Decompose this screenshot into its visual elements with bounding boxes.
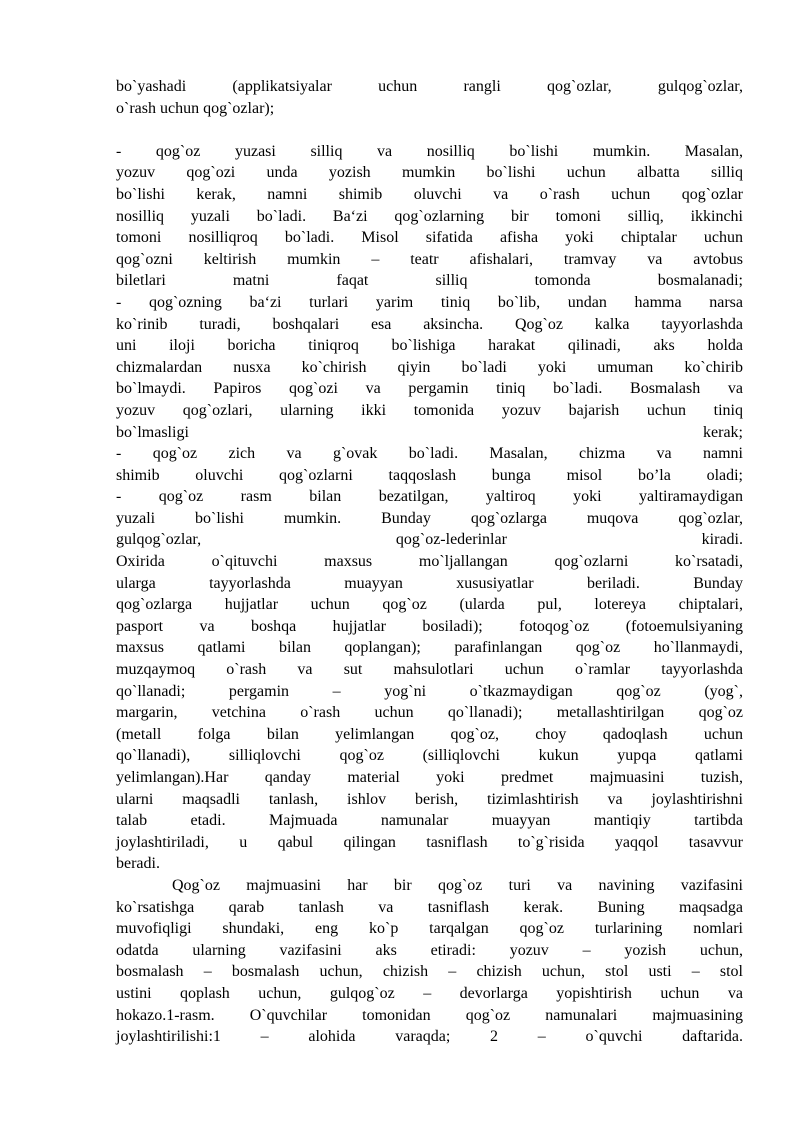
text-line: - qog`ozning ba‘zi turlari yarim tiniq bo`lib, undan hamma narsa	[116, 293, 743, 311]
paragraph-gap	[116, 119, 743, 141]
text-line: chizmalardan nusxa ko`chirish qiyin bo`ladi yoki umuman ko`chirib	[116, 358, 743, 376]
text-line: bo`lmasligi kerak;	[116, 423, 743, 441]
text-line: yuzali bo`lishi mumkin. Bunday qog`ozlarga muqova qog`ozlar,	[116, 509, 743, 527]
text-line: Oxirida o`qituvchi maxsus mo`ljallangan qog`ozlarni ko`rsatadi,	[116, 553, 743, 571]
text-line: Qog`oz majmuasini har bir qog`oz turi va navining vazifasini	[172, 876, 743, 894]
text-line: biletlari matni faqat silliq tomonda bosmalanadi;	[116, 272, 743, 290]
text-line: qog`ozni keltirish mumkin – teatr afishalari, tramvay va avtobus	[116, 250, 743, 268]
text-line: odatda ularning vazifasini aks etiradi: yozuv – yozish uchun,	[116, 941, 743, 959]
document-page	[116, 76, 743, 1048]
text-line: margarin, vetchina o`rash uchun qo`llanadi); metallashtirilgan qog`oz	[116, 704, 743, 722]
paragraph	[116, 76, 743, 119]
text-line: yelimlangan).Har qanday material yoki predmet majmuasini tuzish,	[116, 769, 743, 786]
text-line: qog`ozlarga hujjatlar uchun qog`oz (ularda pul, lotereya chiptalari,	[116, 596, 743, 614]
text-line: qo`llanadi; pergamin – yog`ni o`tkazmaydigan qog`oz (yog`,	[116, 682, 743, 700]
text-line: bo`lmaydi. Papiros qog`ozi va pergamin tiniq bo`ladi. Bosmalash va	[116, 380, 743, 398]
text-line: ularni maqsadli tanlash, ishlov berish, tizimlashtirish va joylashtirishni	[116, 790, 743, 808]
text-line: muzqaymoq o`rash va sut mahsulotlari uchun o`ramlar tayyorlashda	[116, 661, 743, 679]
text-line: joylashtiriladi, u qabul qilingan tasniflash to`g`risida yaqqol tasavvur	[116, 833, 743, 851]
text-line: beradi.	[116, 855, 160, 873]
text-line: ko`rinib turadi, boshqalari esa aksincha. Qog`oz kalka tayyorlashda	[116, 315, 743, 333]
text-line: ko`rsatishga qarab tanlash va tasniflash kerak. Buning maqsadga	[116, 898, 743, 916]
text-line: uni iloji boricha tiniqroq bo`lishiga harakat qilinadi, aks holda	[116, 337, 743, 355]
text-line: bo`yashadi (applikatsiyalar uchun rangli qog`ozlar, gulqog`ozlar,	[116, 78, 743, 95]
text-line: ularga tayyorlashda muayyan xususiyatlar beriladi. Bunday	[116, 574, 743, 592]
text-line: muvofiqligi shundaki, eng ko`p tarqalgan qog`oz turlarining nomlari	[116, 920, 743, 938]
text-line: bosmalash – bosmalash uchun, chizish – chizish uchun, stol usti – stol	[116, 963, 743, 981]
text-line: bo`lishi kerak, namni shimib oluvchi va o`rash uchun qog`ozlar	[116, 185, 743, 203]
text-line: pasport va boshqa hujjatlar bosiladi); fotoqog`oz (fotoemulsiyaning	[116, 617, 743, 635]
paragraph	[116, 875, 743, 1048]
text-line: yozuv qog`ozi unda yozish mumkin bo`lishi uchun albatta silliq	[116, 164, 743, 182]
text-line: - qog`oz zich va g`ovak bo`ladi. Masalan, chizma va namni	[116, 445, 743, 463]
paragraph	[116, 141, 743, 875]
text-line: maxsus qatlami bilan qoplangan); parafinlangan qog`oz ho`llanmaydi,	[116, 639, 743, 657]
text-line: yozuv qog`ozlari, ularning ikki tomonida yozuv bajarish uchun tiniq	[116, 401, 743, 419]
text-line: ustini qoplash uchun, gulqog`oz – devorlarga yopishtirish uchun va	[116, 984, 743, 1002]
text-line: - qog`oz rasm bilan bezatilgan, yaltiroq yoki yaltiramaydigan	[116, 488, 743, 506]
text-line: (metall folga bilan yelimlangan qog`oz, choy qadoqlash uchun	[116, 725, 743, 743]
text-line: nosilliq yuzali bo`ladi. Ba‘zi qog`ozlarning bir tomoni silliq, ikkinchi	[116, 207, 743, 225]
text-line: shimib oluvchi qog`ozlarni taqqoslash bunga misol bo’la oladi;	[116, 466, 743, 484]
text-line: - qog`oz yuzasi silliq va nosilliq bo`lishi mumkin. Masalan,	[116, 142, 743, 160]
text-line: gulqog`ozlar, qog`oz-lederinlar kiradi.	[116, 531, 743, 549]
text-line: hokazo.1-rasm. O`quvchilar tomonidan qog`oz namunalari majmuasining	[116, 1006, 743, 1024]
text-line: talab etadi. Majmuada namunalar muayyan mantiqiy tartibda	[116, 812, 743, 830]
text-line: joylashtirilishi:1 – alohida varaqda; 2 – o`quvchi daftarida.	[116, 1028, 743, 1046]
text-line: qo`llanadi), silliqlovchi qog`oz (silliqlovchi kukun yupqa qatlami	[116, 747, 743, 765]
text-line: tomoni nosilliqroq bo`ladi. Misol sifatida afisha yoki chiptalar uchun	[116, 229, 743, 247]
text-line: o`rash uchun qog`ozlar);	[116, 99, 275, 117]
